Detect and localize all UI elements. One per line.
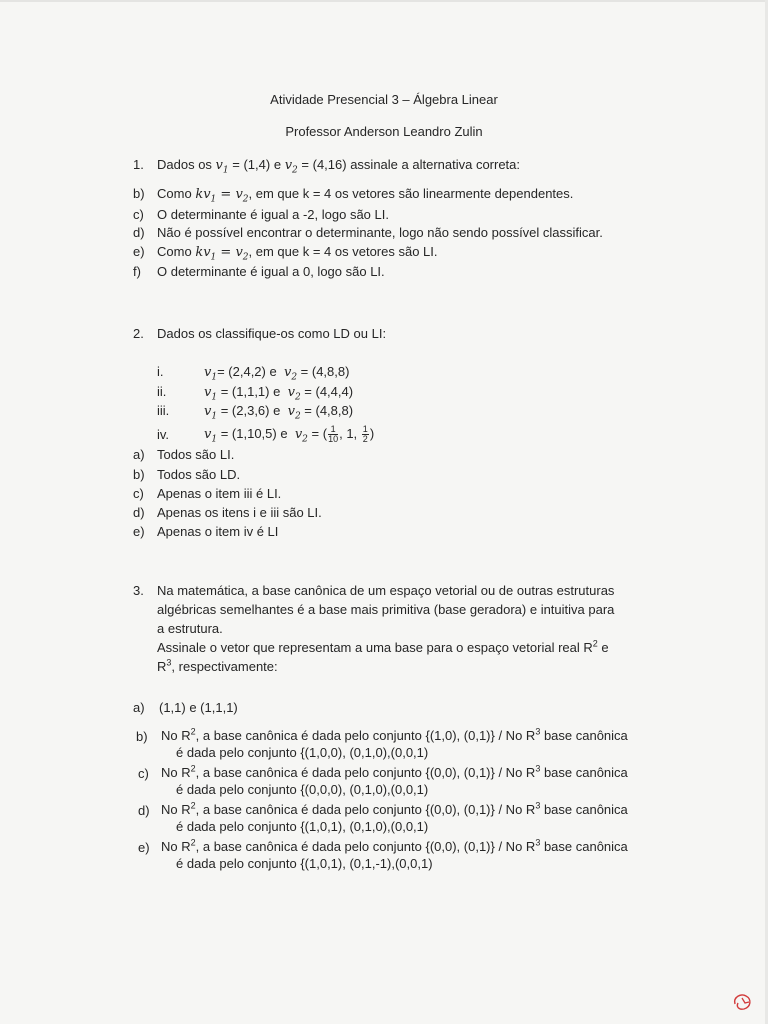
q2-option-a: Todos são LI. — [157, 447, 235, 462]
q1-stem: Dados os $v_1 = (1,4)$ e $v_2 = (4,16)$ assinale a alternativa correta: — [157, 157, 521, 176]
q2-item-ii: $v_1 = (1,1,1)$ e $v_2 = (4,4,4)$ — [204, 384, 354, 403]
q2-option-b-letter: b) — [133, 467, 145, 482]
q1-option-b-letter: b) — [133, 186, 145, 201]
q3-number: 3. — [133, 583, 144, 598]
q3-option-b-line-2: é dada pelo conjunto {(1,0,0), (0,1,0),(0,0,1) — [176, 745, 429, 760]
professor-name: Professor Anderson Leandro Zulin — [285, 124, 483, 139]
q3-instruction-line-2: $R^3$, respectivamente: — [157, 657, 278, 674]
q1-option-f-letter: f) — [133, 264, 141, 279]
q1-option-f: O determinante é igual a 0, logo são LI. — [157, 264, 385, 279]
q3-option-d-line-1: No $R^2$, a base canônica é dada pelo conjunto {(0,0), (0,1)} / No $R^3$ base canônica — [161, 800, 628, 817]
q1-option-e-letter: e) — [133, 244, 145, 259]
q3-option-e-line-2: é dada pelo conjunto {(1,0,1), (0,1,-1),(0,0,1) — [176, 856, 433, 871]
q3-line-1: Na matemática, a base canônica de um espaço vetorial ou de outras estruturas — [157, 583, 615, 598]
q2-item-i-roman: i. — [157, 364, 164, 379]
red-pen-mark-icon — [730, 990, 758, 1014]
q3-option-b-letter: b) — [136, 729, 148, 744]
q2-item-iv: $v_1 = (1,10,5)$ e $v_2$ = ( $\frac{1}{10}$ , 1, $\frac{1}{2}$ ) — [204, 424, 375, 445]
q1-option-c-letter: c) — [133, 207, 144, 222]
q3-option-c-letter: c) — [138, 766, 149, 781]
q1-option-c: O determinante é igual a -2, logo são LI. — [157, 207, 389, 222]
q2-option-d-letter: d) — [133, 505, 145, 520]
q2-item-iv-roman: iv. — [157, 427, 170, 442]
q3-option-a: (1,1) e (1,1,1) — [159, 700, 238, 715]
q1-number: 1. — [133, 157, 144, 172]
q3-option-e-line-1: No $R^2$, a base canônica é dada pelo conjunto {(0,0), (0,1)} / No $R^3$ base canônica — [161, 837, 628, 854]
q1-option-e: Como $kv_1 = v_2$, em que k = 4 os vetores são LI. — [157, 244, 438, 263]
q3-option-d-line-2: é dada pelo conjunto {(1,0,1), (0,1,0),(0,0,1) — [176, 819, 429, 834]
q3-line-3: a estrutura. — [157, 621, 223, 636]
q3-option-a-letter: a) — [133, 700, 145, 715]
q1-option-d-letter: d) — [133, 225, 145, 240]
q3-instruction-line-1: Assinale o vetor que representam a uma base para o espaço vetorial real $R^2$ e — [157, 638, 609, 655]
q2-option-e-letter: e) — [133, 524, 145, 539]
fraction-one-half: $\frac{1}{2}$ — [362, 424, 368, 444]
q2-item-iii-roman: iii. — [157, 403, 170, 418]
q3-option-e-letter: e) — [138, 840, 150, 855]
q2-option-d: Apenas os itens i e iii são LI. — [157, 505, 322, 520]
scan-top-edge — [0, 0, 768, 2]
q3-option-c-line-2: é dada pelo conjunto {(0,0,0), (0,1,0),(0,0,1) — [176, 782, 429, 797]
q2-option-a-letter: a) — [133, 447, 145, 462]
q2-number: 2. — [133, 326, 144, 341]
q2-item-ii-roman: ii. — [157, 384, 167, 399]
q3-option-c-line-1: No $R^2$, a base canônica é dada pelo conjunto {(0,0), (0,1)} / No $R^3$ base canônica — [161, 763, 628, 780]
q2-option-b: Todos são LD. — [157, 467, 241, 482]
fraction-one-tenth: $\frac{1}{10}$ — [328, 424, 339, 444]
q1-option-b: Como $kv_1 = v_2$, em que k = 4 os vetores são linearmente dependentes. — [157, 186, 574, 205]
document-title: Atividade Presencial 3 – Álgebra Linear — [270, 92, 498, 107]
q1-option-d: Não é possível encontrar o determinante, logo não sendo possível classificar. — [157, 225, 603, 240]
q2-item-iii: $v_1 = (2,3,6)$ e $v_2 = (4,8,8)$ — [204, 403, 354, 422]
q2-option-c: Apenas o item iii é LI. — [157, 486, 282, 501]
q3-line-2: algébricas semelhantes é a base mais primitiva (base geradora) e intuitiva para — [157, 602, 615, 617]
q2-option-c-letter: c) — [133, 486, 144, 501]
q3-option-d-letter: d) — [138, 803, 150, 818]
q2-stem: Dados os classifique-os como LD ou LI: — [157, 326, 387, 341]
q2-option-e: Apenas o item iv é LI — [157, 524, 279, 539]
q3-option-b-line-1: No $R^2$, a base canônica é dada pelo conjunto {(1,0), (0,1)} / No $R^3$ base canônica — [161, 726, 628, 743]
q2-item-i: $v_1= (2,4,2)$ e $v_2 = (4,8,8)$ — [204, 364, 350, 383]
